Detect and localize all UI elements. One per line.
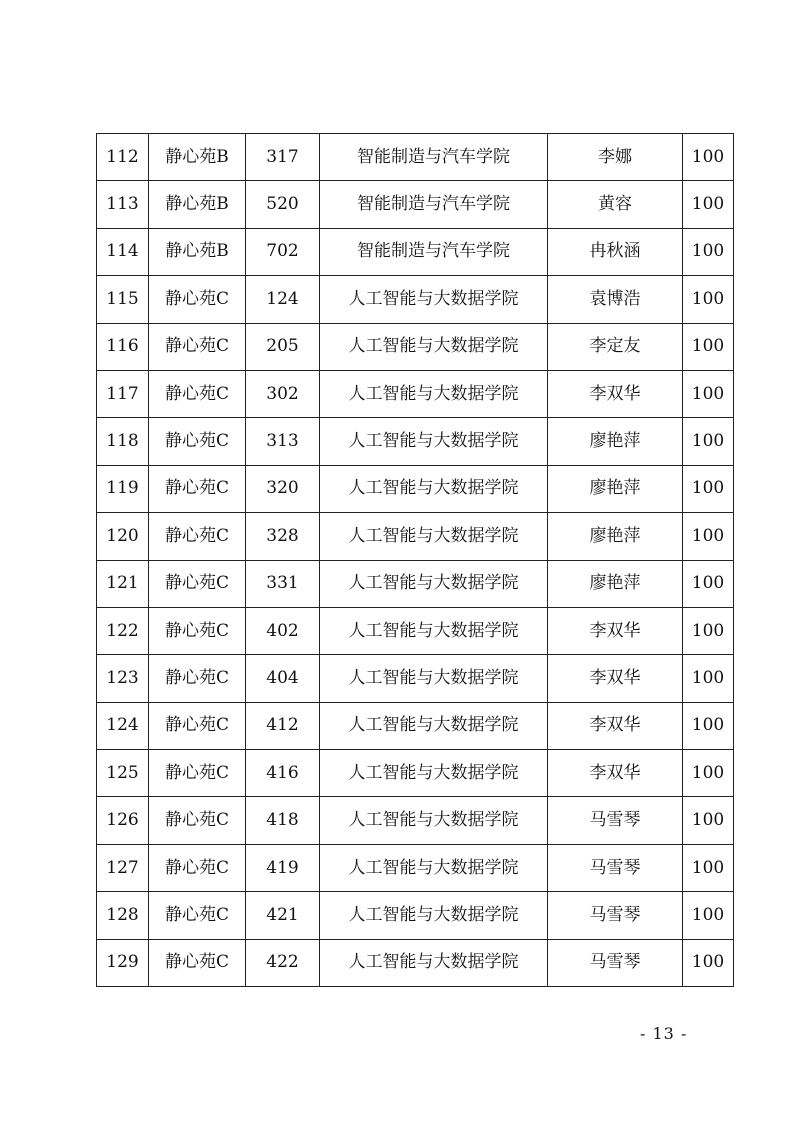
room-number-cell: 412 <box>246 702 320 749</box>
score-cell: 100 <box>683 844 734 891</box>
table-row <box>97 418 734 465</box>
table-row <box>97 797 734 844</box>
room-number-cell: 421 <box>246 892 320 939</box>
row-number-cell: 119 <box>97 465 149 512</box>
table-row <box>97 939 734 986</box>
score-cell: 100 <box>683 228 734 275</box>
table-row <box>97 513 734 560</box>
score-cell: 100 <box>683 939 734 986</box>
building-cell: 静心苑C <box>149 370 246 417</box>
person-name-cell: 廖艳萍 <box>548 513 683 560</box>
row-number-cell: 123 <box>97 655 149 702</box>
row-number-cell: 124 <box>97 702 149 749</box>
building-cell: 静心苑C <box>149 655 246 702</box>
building-cell: 静心苑C <box>149 939 246 986</box>
college-cell: 人工智能与大数据学院 <box>320 323 548 370</box>
building-cell: 静心苑C <box>149 702 246 749</box>
college-cell: 智能制造与汽车学院 <box>320 181 548 228</box>
college-cell: 人工智能与大数据学院 <box>320 892 548 939</box>
building-cell: 静心苑C <box>149 465 246 512</box>
person-name-cell: 廖艳萍 <box>548 560 683 607</box>
table-row <box>97 702 734 749</box>
score-cell: 100 <box>683 323 734 370</box>
person-name-cell: 廖艳萍 <box>548 465 683 512</box>
room-number-cell: 302 <box>246 370 320 417</box>
college-cell: 人工智能与大数据学院 <box>320 655 548 702</box>
building-cell: 静心苑C <box>149 560 246 607</box>
college-cell: 人工智能与大数据学院 <box>320 370 548 417</box>
score-cell: 100 <box>683 181 734 228</box>
table-row <box>97 370 734 417</box>
person-name-cell: 李定友 <box>548 323 683 370</box>
room-number-cell: 320 <box>246 465 320 512</box>
table-row <box>97 181 734 228</box>
building-cell: 静心苑C <box>149 607 246 654</box>
row-number-cell: 117 <box>97 370 149 417</box>
score-cell: 100 <box>683 702 734 749</box>
dormitory-score-table <box>96 133 734 987</box>
college-cell: 人工智能与大数据学院 <box>320 465 548 512</box>
table-row <box>97 134 734 181</box>
score-cell: 100 <box>683 892 734 939</box>
table-row <box>97 607 734 654</box>
score-cell: 100 <box>683 560 734 607</box>
building-cell: 静心苑C <box>149 513 246 560</box>
room-number-cell: 317 <box>246 134 320 181</box>
table-row <box>97 228 734 275</box>
table-row <box>97 276 734 323</box>
table-row <box>97 844 734 891</box>
row-number-cell: 113 <box>97 181 149 228</box>
person-name-cell: 李双华 <box>548 370 683 417</box>
person-name-cell: 马雪琴 <box>548 844 683 891</box>
row-number-cell: 121 <box>97 560 149 607</box>
score-cell: 100 <box>683 134 734 181</box>
person-name-cell: 廖艳萍 <box>548 418 683 465</box>
building-cell: 静心苑C <box>149 797 246 844</box>
building-cell: 静心苑B <box>149 134 246 181</box>
college-cell: 人工智能与大数据学院 <box>320 797 548 844</box>
score-cell: 100 <box>683 418 734 465</box>
college-cell: 智能制造与汽车学院 <box>320 228 548 275</box>
room-number-cell: 331 <box>246 560 320 607</box>
person-name-cell: 李双华 <box>548 607 683 654</box>
person-name-cell: 李娜 <box>548 134 683 181</box>
row-number-cell: 112 <box>97 134 149 181</box>
college-cell: 人工智能与大数据学院 <box>320 560 548 607</box>
room-number-cell: 313 <box>246 418 320 465</box>
person-name-cell: 袁博浩 <box>548 276 683 323</box>
table-row <box>97 655 734 702</box>
row-number-cell: 128 <box>97 892 149 939</box>
room-number-cell: 520 <box>246 181 320 228</box>
score-cell: 100 <box>683 607 734 654</box>
score-cell: 100 <box>683 276 734 323</box>
score-cell: 100 <box>683 513 734 560</box>
row-number-cell: 125 <box>97 750 149 797</box>
building-cell: 静心苑C <box>149 892 246 939</box>
college-cell: 人工智能与大数据学院 <box>320 607 548 654</box>
person-name-cell: 李双华 <box>548 702 683 749</box>
room-number-cell: 402 <box>246 607 320 654</box>
college-cell: 人工智能与大数据学院 <box>320 276 548 323</box>
building-cell: 静心苑C <box>149 276 246 323</box>
building-cell: 静心苑C <box>149 323 246 370</box>
building-cell: 静心苑C <box>149 844 246 891</box>
room-number-cell: 404 <box>246 655 320 702</box>
person-name-cell: 马雪琴 <box>548 892 683 939</box>
room-number-cell: 124 <box>246 276 320 323</box>
building-cell: 静心苑C <box>149 750 246 797</box>
table-row <box>97 892 734 939</box>
row-number-cell: 115 <box>97 276 149 323</box>
building-cell: 静心苑C <box>149 418 246 465</box>
page-number: - 13 - <box>640 1024 688 1043</box>
room-number-cell: 205 <box>246 323 320 370</box>
row-number-cell: 118 <box>97 418 149 465</box>
table-row <box>97 323 734 370</box>
college-cell: 人工智能与大数据学院 <box>320 702 548 749</box>
person-name-cell: 冉秋涵 <box>548 228 683 275</box>
person-name-cell: 马雪琴 <box>548 939 683 986</box>
row-number-cell: 116 <box>97 323 149 370</box>
row-number-cell: 114 <box>97 228 149 275</box>
score-cell: 100 <box>683 655 734 702</box>
college-cell: 人工智能与大数据学院 <box>320 513 548 560</box>
table-row <box>97 750 734 797</box>
building-cell: 静心苑B <box>149 181 246 228</box>
room-number-cell: 418 <box>246 797 320 844</box>
college-cell: 智能制造与汽车学院 <box>320 134 548 181</box>
room-number-cell: 328 <box>246 513 320 560</box>
room-number-cell: 419 <box>246 844 320 891</box>
person-name-cell: 李双华 <box>548 750 683 797</box>
table-row <box>97 560 734 607</box>
room-number-cell: 422 <box>246 939 320 986</box>
row-number-cell: 120 <box>97 513 149 560</box>
room-number-cell: 416 <box>246 750 320 797</box>
row-number-cell: 127 <box>97 844 149 891</box>
score-cell: 100 <box>683 750 734 797</box>
score-cell: 100 <box>683 370 734 417</box>
score-cell: 100 <box>683 797 734 844</box>
table-row <box>97 465 734 512</box>
college-cell: 人工智能与大数据学院 <box>320 418 548 465</box>
college-cell: 人工智能与大数据学院 <box>320 939 548 986</box>
table-body <box>97 134 734 987</box>
person-name-cell: 马雪琴 <box>548 797 683 844</box>
building-cell: 静心苑B <box>149 228 246 275</box>
person-name-cell: 黄容 <box>548 181 683 228</box>
score-cell: 100 <box>683 465 734 512</box>
room-number-cell: 702 <box>246 228 320 275</box>
row-number-cell: 122 <box>97 607 149 654</box>
person-name-cell: 李双华 <box>548 655 683 702</box>
college-cell: 人工智能与大数据学院 <box>320 844 548 891</box>
row-number-cell: 129 <box>97 939 149 986</box>
row-number-cell: 126 <box>97 797 149 844</box>
college-cell: 人工智能与大数据学院 <box>320 750 548 797</box>
